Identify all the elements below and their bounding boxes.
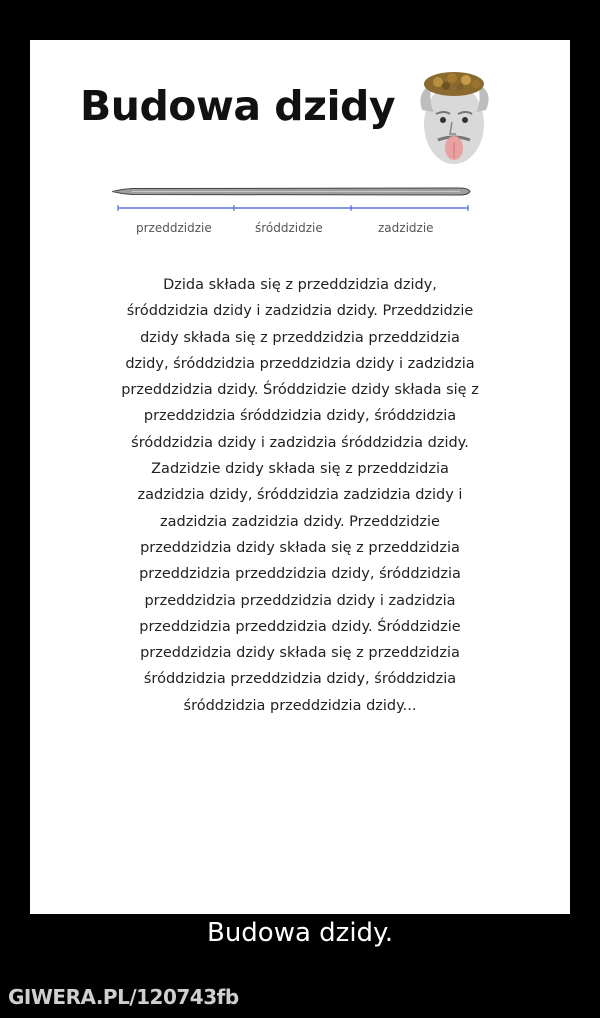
spear-label-back: zadzidzie <box>378 221 434 235</box>
spear-label-middle: śróddzidzie <box>255 221 323 235</box>
spear-diagram-icon <box>112 180 472 214</box>
spear-label-front: przeddzidzie <box>136 221 212 235</box>
poster-caption: Budowa dzidy. <box>206 918 393 948</box>
site-watermark: GIWERA.PL/120743fb <box>8 985 239 1009</box>
einstein-tongue-portrait-icon <box>408 62 500 174</box>
demotivator-poster <box>30 40 570 914</box>
poster-body-text: Dzida składa się z przeddzidzia dzidy, śróddzidzia dzidy i zadzidzia dzidy. Przeddzidzie dzidy składa się z przeddzidzia przeddzidzia dzidy, śróddzidzia przeddzidzia dzidy i zadzidzia przeddzidzia dzidy. Śróddzidzie dzidy składa się z przeddzidzia śróddzidzia dzidy, śróddzidzia śróddzidzia dzidy i zadzidzia śróddzidzia dzidy. Zadzidzie dzidy składa się z przeddzidzia zadzidzia dzidy, śróddzidzia zadzidzia dzidy i zadzidzia zadzidzia dzidy. Przeddzidzie przeddzidzia dzidy składa się z przeddzidzia przeddzidzia przeddzidzia dzidy, śróddzidzia przeddzidzia przeddzidzia dzidy i zadzidzia przeddzidzia przeddzidzia dzidy. Śróddzidzie przeddzidzia dzidy składa się z przeddzidzia śróddzidzia przeddzidzia dzidy, śróddzidzia śróddzidzia przeddzidzia dzidy... <box>121 277 479 714</box>
poster-title: Budowa dzidy <box>80 82 396 130</box>
